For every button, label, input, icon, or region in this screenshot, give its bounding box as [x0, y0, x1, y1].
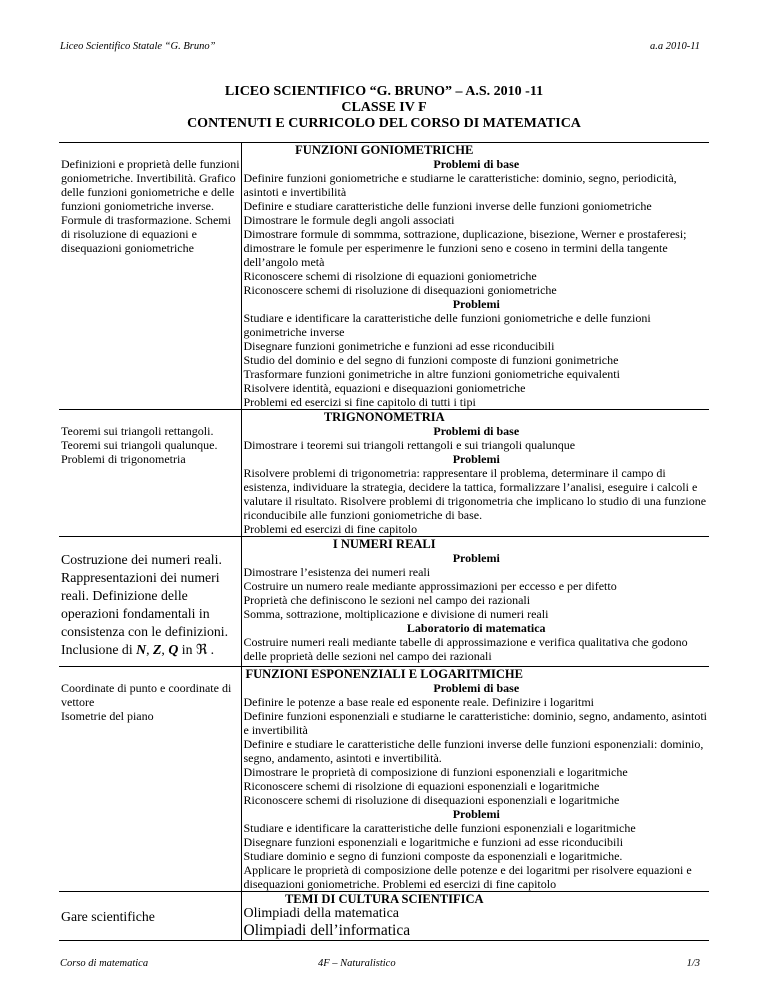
list-item: Risolvere problemi di trigonometria: rappresentare il problema, determinare il campo di esistenza, individuare la strategia, decidere la tattica, formalizzare l’analisi, eseguire i calcoli e valutare il risultato. Risolvere problemi di trigonometria che implicano lo studio di una funzione riconducibile alle funzioni goniometriche di base.: [243, 466, 707, 522]
section-esponenziali: [59, 667, 709, 892]
list-item: Studiare e identificare la caratteristiche delle funzioni goniometriche e delle funzioni gonimetriche inverse: [243, 311, 651, 339]
list-item: Definire funzioni esponenziali e studiarne le caratteristiche: dominio, segno, andamento, asintoti e invertibilità: [243, 709, 708, 737]
list-item: Proprietà che definiscono le sezioni nel campo dei razionali: [243, 593, 531, 607]
list-item: Definire funzioni goniometriche e studiarne le caratteristiche: dominio, segno, periodicità, asintoti e invertibilità: [243, 171, 677, 199]
list-item: Dimostrare le proprietà di composizione di funzioni esponenziali e logaritmiche: [243, 765, 628, 779]
footer-page-number: 1/3: [686, 958, 700, 969]
section-title: TRIGNONOMETRIA: [323, 410, 445, 424]
list-item: Riconoscere schemi di risoluzione di disequazioni goniometriche: [243, 283, 557, 297]
inclusion-word: in: [181, 642, 193, 657]
list-item: Studio del dominio e del segno di funzioni composte di funzioni gonimetriche: [243, 353, 619, 367]
document-titles: [0, 84, 768, 132]
list-item: Applicare le proprietà di composizione delle potenze e dei logaritmi per risolvere equazioni e disequazioni goniometriche. Problemi ed esercizi di fine capitolo: [243, 863, 692, 891]
list-item: Trasformare funzioni gonimetriche in altre funzioni goniometriche equivalenti: [243, 367, 620, 381]
section-topics: Gare scientifiche: [61, 909, 155, 924]
title-class: CLASSE IV F: [341, 100, 427, 115]
section-numeri-reali: Costruzione dei numeri reali. Rappresentazioni dei numeri reali. Definizione delle operazioni fondamentali in consistenza con le definizioni. Inclusione di N, Z, Q in ℜ . I NUMERI REALI Problemi Dimostrare l’esistenza dei numeri reali Costruire un numero reale mediante approssimazioni per eccesso e per difetto Proprietà che definiscono le sezioni nel campo dei razionali Somma, sottrazione, moltiplicazione e divisione di numeri reali Laboratorio di matematica Costruire numeri reali mediante tabelle di approssimazione e verifica qualitativa che godono delle proprietà delle sezioni nel campo dei razionali: [59, 537, 709, 667]
section-trigonometria: [59, 410, 709, 537]
curriculum-table: [59, 142, 709, 941]
section-topic: Isometrie del piano: [61, 709, 154, 723]
list-item: Olimpiadi della matematica: [243, 906, 399, 921]
list-item: Riconoscere schemi di risolzione di equazioni esponenziali e logaritmiche: [243, 779, 600, 793]
list-item: Dimostrare formule di sommma, sottrazione, duplicazione, bisezione, Werner e prostaferesi; dimostrare le fomule per esperimenre le funzioni seno e coseno in termini della tangente dell’angolo metà: [243, 227, 687, 269]
list-item: Studiare dominio e segno di funzioni composte da esponenziali e logaritmiche.: [243, 849, 623, 863]
list-item: Disegnare funzioni gonimetriche e funzioni ad esse riconducibili: [243, 339, 555, 353]
list-item: Somma, sottrazione, moltiplicazione e divisione di numeri reali: [243, 607, 549, 621]
header-year: a.a 2010-11: [650, 41, 700, 52]
list-item: Olimpiadi dell’informatica: [243, 922, 411, 939]
block-heading: Problemi: [452, 807, 500, 821]
section-topics: Teoremi sui triangoli rettangoli. Teoremi sui triangoli qualunque. Problemi di trigonometria: [61, 424, 218, 466]
list-item: Definire e studiare caratteristiche delle funzioni inverse delle funzioni goniometriche: [243, 199, 652, 213]
footer-class: 4F – Naturalistico: [318, 958, 396, 969]
set-q: Q: [168, 642, 179, 657]
list-item: Definire e studiare le caratteristiche delle funzioni inverse delle funzioni esponenziali: dominio, segno, andamento, asintoti e invertibilità.: [243, 737, 704, 765]
block-heading: Problemi di base: [433, 681, 520, 695]
section-title: TEMI DI CULTURA SCIENTIFICA: [284, 892, 484, 906]
section-topics: Definizioni e proprietà delle funzioni goniometriche. Invertibilità. Grafico delle funzioni goniometriche e delle funzioni goniometriche inverse. Formule di trasformazione. Schemi di risoluzione di equazioni e disequazioni goniometriche: [61, 157, 240, 255]
section-title: FUNZIONI ESPONENZIALI E LOGARITMICHE: [245, 667, 523, 681]
list-item: Costruire un numero reale mediante approssimazioni per eccesso e per difetto: [243, 579, 617, 593]
section-goniometriche: [59, 143, 709, 410]
set-n: N: [136, 642, 147, 657]
title-course: CONTENUTI E CURRICOLO DEL CORSO DI MATEMATICA: [187, 116, 581, 131]
section-title: I NUMERI REALI: [332, 537, 436, 551]
footer-course: Corso di matematica: [60, 958, 149, 969]
block-heading: Problemi: [452, 452, 500, 466]
list-item: Dimostrare l’esistenza dei numeri reali: [243, 565, 431, 579]
section-cultura-scientifica: [59, 892, 709, 941]
list-item: Dimostrare i teoremi sui triangoli rettangoli e sui triangoli qualunque: [243, 438, 576, 452]
list-item: Problemi ed esercizi di fine capitolo: [243, 522, 418, 536]
section-title: FUNZIONI GONIOMETRICHE: [295, 143, 474, 157]
list-item: Riconoscere schemi di risolzione di equazioni goniometriche: [243, 269, 537, 283]
block-heading: Problemi: [452, 297, 500, 311]
header-school: Liceo Scientifico Statale “G. Bruno”: [60, 41, 216, 52]
list-item: Dimostrare le formule degli angoli associati: [243, 213, 455, 227]
title-school: LICEO SCIENTIFICO “G. BRUNO” – A.S. 2010 -11: [224, 84, 544, 99]
section-topic: Coordinate di punto e coordinate di vettore: [61, 681, 232, 709]
block-heading: Problemi: [452, 551, 500, 565]
block-heading: Problemi di base: [433, 157, 520, 171]
real-set-symbol: ℜ: [195, 642, 208, 657]
list-item: Costruire numeri reali mediante tabelle di approssimazione e verifica qualitativa che godono delle proprietà delle sezioni nel campo dei razionali: [243, 635, 688, 663]
list-item: Risolvere identità, equazioni e disequazioni goniometriche: [243, 381, 526, 395]
list-item: Definire le potenze a base reale ed esponente reale. Definizire i logaritmi: [243, 695, 594, 709]
set-z: Z: [152, 642, 162, 657]
block-heading: Laboratorio di matematica: [406, 621, 546, 635]
list-item: Problemi ed esercizi si fine capitolo di tutti i tipi: [243, 395, 476, 409]
list-item: Riconoscere schemi di risoluzione di disequazioni esponenziali e logaritmiche: [243, 793, 620, 807]
list-item: Studiare e identificare la caratteristiche delle funzioni esponenziali e logaritmiche: [243, 821, 636, 835]
block-heading: Problemi di base: [433, 424, 520, 438]
list-item: Disegnare funzioni esponenziali e logaritmiche e funzioni ad esse riconducibili: [243, 835, 624, 849]
section-topics: Costruzione dei numeri reali. Rappresentazioni dei numeri reali. Definizione delle operazioni fondamentali in consistenza con le definizioni. Inclusione di: [61, 552, 229, 657]
